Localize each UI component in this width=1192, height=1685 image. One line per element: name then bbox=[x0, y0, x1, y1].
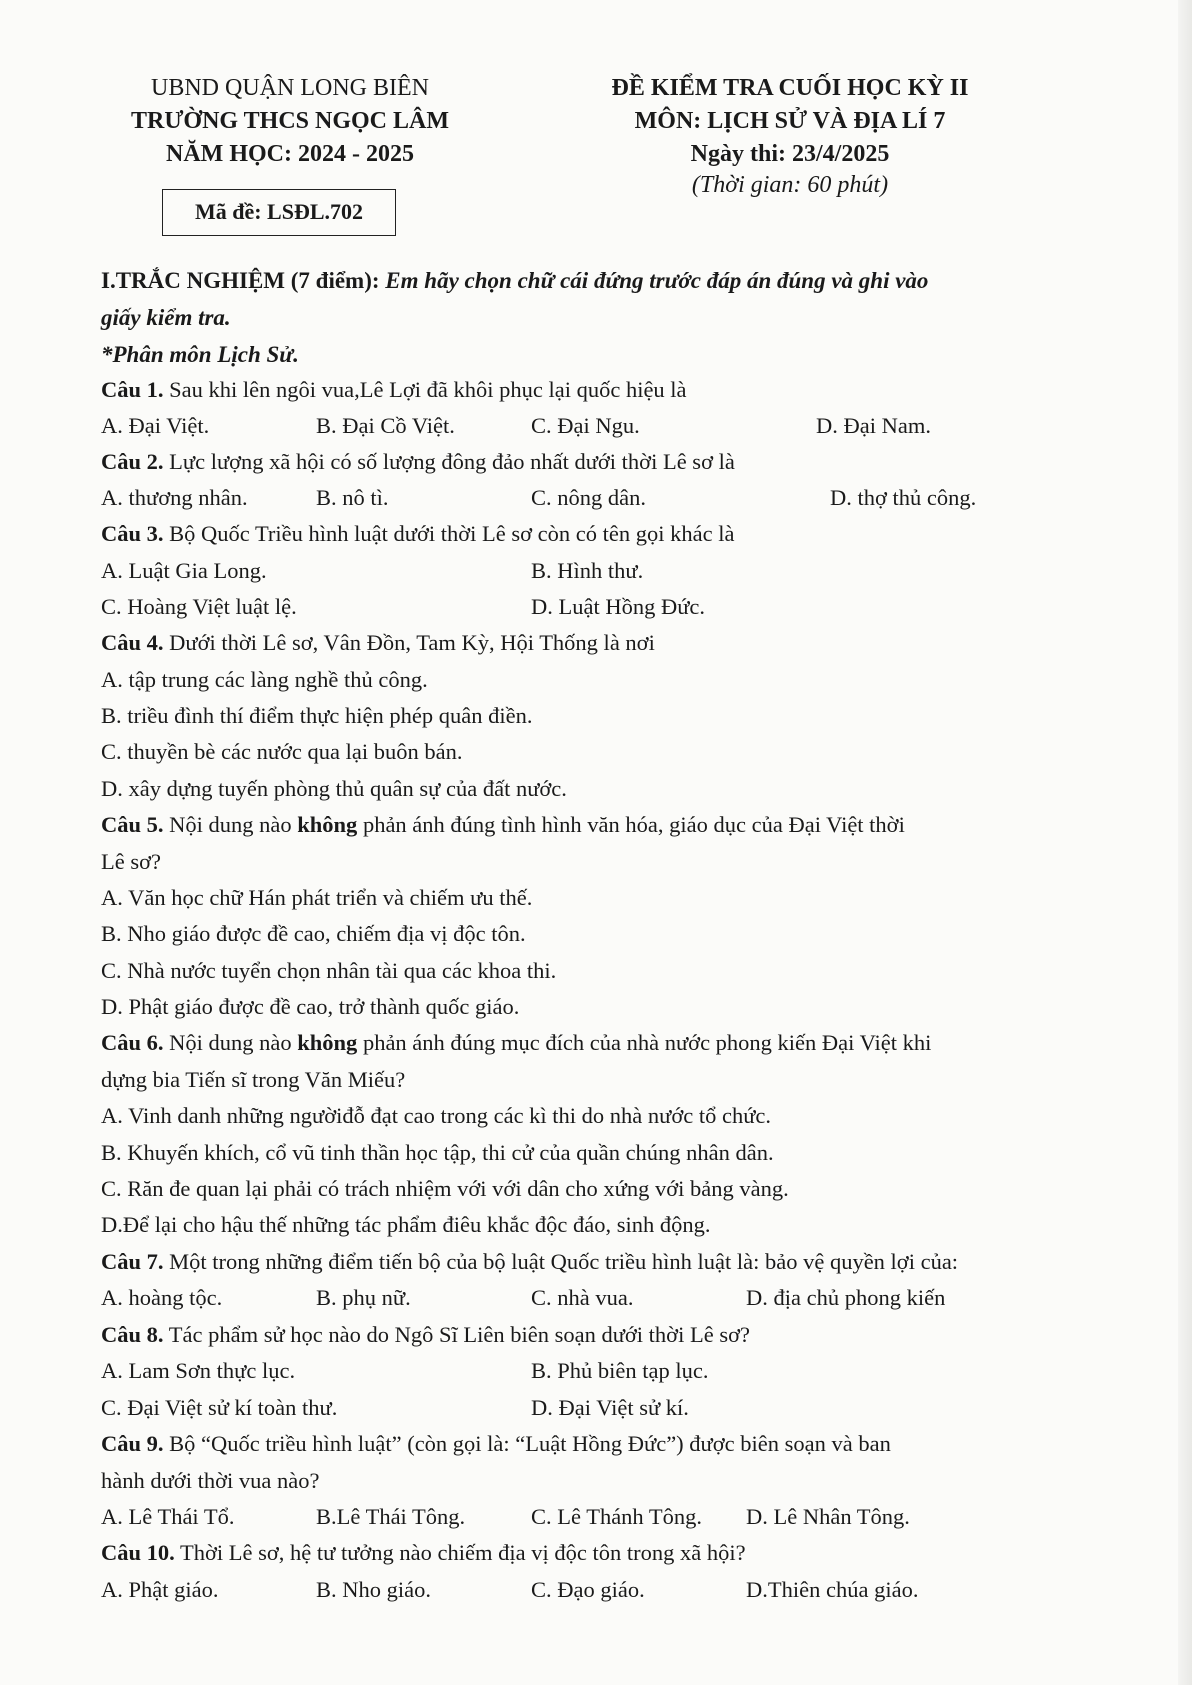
option-b: B. Đại Cồ Việt. bbox=[316, 413, 455, 438]
option-c: C. thuyền bè các nước qua lại buôn bán. bbox=[101, 739, 463, 764]
option-b: B. Nho giáo. bbox=[316, 1577, 431, 1602]
question-text: phản ánh đúng tình hình văn hóa, giáo dục của Đại Việt thời bbox=[362, 812, 905, 837]
exam-duration: (Thời gian: 60 phút) bbox=[691, 172, 889, 198]
option-c: C. Răn đe quan lại phải có trách nhiệm với với dân cho xứng với bảng vàng. bbox=[101, 1176, 789, 1201]
option-b: B. Hình thư. bbox=[531, 558, 644, 583]
district-name: UBND QUẬN LONG BIÊN bbox=[151, 75, 429, 101]
question-label: Câu 10. bbox=[101, 1540, 175, 1565]
question-text: Thời Lê sơ, hệ tư tưởng nào chiếm địa vị độc tôn trong xã hội? bbox=[179, 1540, 746, 1565]
question-5-cont: Lê sơ? bbox=[101, 849, 161, 874]
question-8 bbox=[101, 1320, 750, 1350]
option-d: D. Luật Hồng Đức. bbox=[531, 594, 706, 619]
option-b: B. nô tì. bbox=[316, 485, 389, 510]
option-c: C. Đại Ngu. bbox=[531, 413, 640, 438]
option-a: A. Đại Việt. bbox=[101, 413, 210, 438]
question-text: Nội dung nào bbox=[169, 812, 292, 837]
option-b: B. Phủ biên tạp lục. bbox=[531, 1358, 709, 1383]
option-b: B. Nho giáo được đề cao, chiếm địa vị độc tôn. bbox=[101, 921, 526, 946]
option-b: B. Khuyến khích, cổ vũ tinh thần học tập, thi cử của quần chúng nhân dân. bbox=[101, 1140, 774, 1165]
option-a: A. hoàng tộc. bbox=[101, 1285, 223, 1310]
option-c: C. nông dân. bbox=[531, 485, 646, 510]
question-9 bbox=[101, 1429, 891, 1459]
option-a: A. tập trung các làng nghề thủ công. bbox=[101, 667, 428, 692]
option-d: D. địa chủ phong kiến bbox=[746, 1285, 946, 1310]
question-label: Câu 2. bbox=[101, 449, 164, 474]
option-d: D. Đại Nam. bbox=[816, 413, 931, 438]
question-label: Câu 1. bbox=[101, 377, 164, 402]
option-c: C. Nhà nước tuyển chọn nhân tài qua các khoa thi. bbox=[101, 958, 557, 983]
question-label: Câu 9. bbox=[101, 1431, 164, 1456]
option-d: D. Lê Nhân Tông. bbox=[746, 1504, 910, 1529]
option-d: D. xây dựng tuyến phòng thủ quân sự của đất nước. bbox=[101, 776, 567, 801]
question-3 bbox=[101, 519, 734, 549]
question-label: Câu 7. bbox=[101, 1249, 164, 1274]
question-text: Bộ Quốc Triều hình luật dưới thời Lê sơ còn có tên gọi khác là bbox=[169, 521, 735, 546]
question-4 bbox=[101, 628, 655, 658]
option-c: C. nhà vua. bbox=[531, 1285, 634, 1310]
question-emphasis: không bbox=[297, 1030, 358, 1055]
question-text: phản ánh đúng mục đích của nhà nước phong kiến Đại Việt khi bbox=[362, 1030, 932, 1055]
question-text: Lực lượng xã hội có số lượng đông đảo nhất dưới thời Lê sơ là bbox=[169, 449, 735, 474]
exam-date: Ngày thi: 23/4/2025 bbox=[690, 141, 890, 167]
subject-title: MÔN: LỊCH SỬ VÀ ĐỊA LÍ 7 bbox=[634, 108, 946, 134]
option-c: C. Lê Thánh Tông. bbox=[531, 1504, 703, 1529]
option-a: A. Lam Sơn thực lục. bbox=[101, 1358, 296, 1383]
section-heading bbox=[101, 266, 928, 296]
option-c: C. Hoàng Việt luật lệ. bbox=[101, 594, 297, 619]
question-6-cont: dựng bia Tiến sĩ trong Văn Miếu? bbox=[101, 1067, 406, 1092]
option-a: A. Văn học chữ Hán phát triển và chiếm ưu thế. bbox=[101, 885, 533, 910]
question-label: Câu 6. bbox=[101, 1030, 164, 1055]
question-5 bbox=[101, 810, 905, 840]
option-a: A. Luật Gia Long. bbox=[101, 558, 267, 583]
question-text: Dưới thời Lê sơ, Vân Đồn, Tam Kỳ, Hội Thống là nơi bbox=[169, 630, 655, 655]
question-1 bbox=[101, 375, 687, 405]
option-c: C. Đại Việt sử kí toàn thư. bbox=[101, 1395, 338, 1420]
section-title: I.TRẮC NGHIỆM (7 điểm): bbox=[101, 268, 380, 293]
question-label: Câu 8. bbox=[101, 1322, 164, 1347]
option-a: A. Phật giáo. bbox=[101, 1577, 219, 1602]
option-c: C. Đạo giáo. bbox=[531, 1577, 645, 1602]
school-name: TRƯỜNG THCS NGỌC LÂM bbox=[130, 108, 450, 134]
option-d: D. Phật giáo được đề cao, trở thành quốc giáo. bbox=[101, 994, 520, 1019]
question-9-cont: hành dưới thời vua nào? bbox=[101, 1468, 320, 1493]
question-7 bbox=[101, 1247, 958, 1277]
question-text: Nội dung nào bbox=[169, 1030, 292, 1055]
option-b: B. triều đình thí điểm thực hiện phép quân điền. bbox=[101, 703, 533, 728]
page-edge bbox=[1178, 0, 1192, 1685]
option-d: D. thợ thủ công. bbox=[830, 485, 977, 510]
option-a: A. Lê Thái Tổ. bbox=[101, 1504, 235, 1529]
question-emphasis: không bbox=[297, 812, 358, 837]
option-b: B.Lê Thái Tông. bbox=[316, 1504, 466, 1529]
option-a: A. Vinh danh những ngườiđỗ đạt cao trong các kì thi do nhà nước tổ chức. bbox=[101, 1103, 772, 1128]
question-2 bbox=[101, 447, 735, 477]
question-text: Một trong những điểm tiến bộ của bộ luật Quốc triều hình luật là: bảo vệ quyền lợi của: bbox=[169, 1249, 959, 1274]
school-year: NĂM HỌC: 2024 - 2025 bbox=[166, 141, 414, 167]
question-6 bbox=[101, 1028, 931, 1058]
section-instruction: Em hãy chọn chữ cái đứng trước đáp án đúng và ghi vào bbox=[385, 268, 929, 293]
option-d: D.Để lại cho hậu thế những tác phẩm điêu khắc độc đáo, sinh động. bbox=[101, 1212, 711, 1237]
exam-code-box: Mã đề: LSĐL.702 bbox=[162, 189, 396, 236]
question-label: Câu 3. bbox=[101, 521, 164, 546]
question-label: Câu 5. bbox=[101, 812, 164, 837]
question-text: Sau khi lên ngôi vua,Lê Lợi đã khôi phục lại quốc hiệu là bbox=[169, 377, 687, 402]
option-a: A. thương nhân. bbox=[101, 485, 248, 510]
option-d: D. Đại Việt sử kí. bbox=[531, 1395, 689, 1420]
option-d: D.Thiên chúa giáo. bbox=[746, 1577, 919, 1602]
subject-label: *Phân môn Lịch Sử. bbox=[101, 342, 299, 367]
question-text: Tác phẩm sử học nào do Ngô Sĩ Liên biên soạn dưới thời Lê sơ? bbox=[168, 1322, 750, 1347]
question-10 bbox=[101, 1538, 746, 1568]
option-b: B. phụ nữ. bbox=[316, 1285, 411, 1310]
section-instruction-cont: giấy kiểm tra. bbox=[101, 305, 231, 330]
question-text: Bộ “Quốc triều hình luật” (còn gọi là: “Luật Hồng Đức”) được biên soạn và ban bbox=[169, 1431, 891, 1456]
exam-title: ĐỀ KIỂM TRA CUỐI HỌC KỲ II bbox=[611, 75, 969, 101]
question-label: Câu 4. bbox=[101, 630, 164, 655]
